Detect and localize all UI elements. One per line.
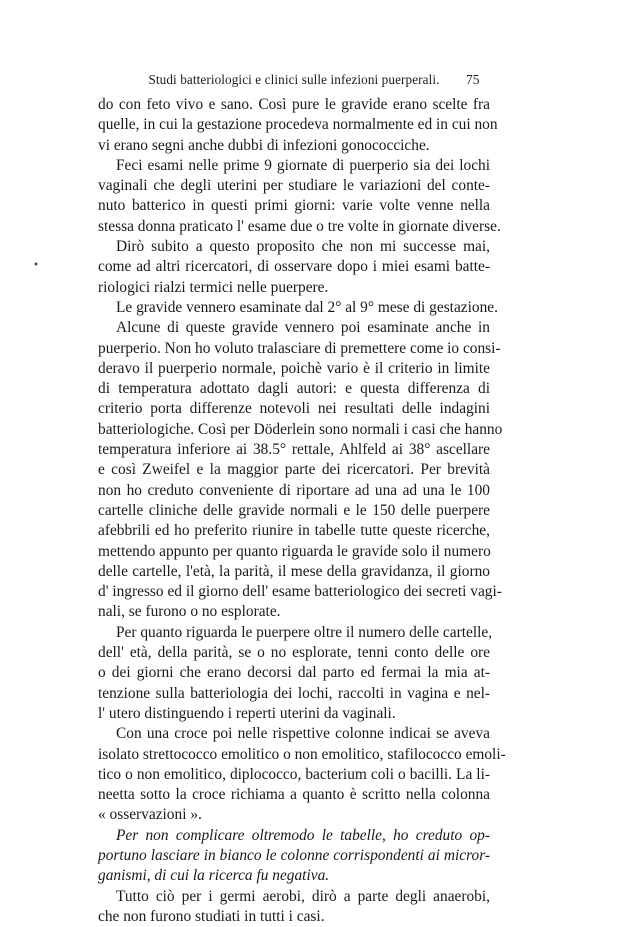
- margin-mark: •: [33, 260, 39, 271]
- text-line: vi erano segni anche dubbi di infezioni gonococciche.: [98, 136, 430, 154]
- italic-text-line: ganismi, di cui la ricerca fu negativa.: [98, 867, 330, 885]
- text-line: batteriologiche. Così per Döderlein sono normali i casi che hanno: [98, 420, 503, 438]
- text-line: quelle, in cui la gestazione procedeva normalmente ed in cui non: [98, 116, 498, 134]
- text-line: Alcune di queste gravide vennero poi esaminate anche in: [116, 319, 490, 337]
- text-line: puerperio. Non ho voluto tralasciare di premettere come io consi-: [98, 339, 501, 357]
- text-line: nuto batterico in questi primi giorni: varie volte venne nella: [98, 197, 490, 215]
- text-line: che non furono studiati in tutti i casi.: [98, 907, 325, 925]
- italic-text-line: Per non complicare oltremodo le tabelle, ho creduto op-: [116, 826, 490, 844]
- text-line: do con feto vivo e sano. Così pure le gravide erano scelte fra: [98, 96, 490, 113]
- text-line: stessa donna praticato l' esame due o tre volte in giornate diverse.: [98, 217, 501, 235]
- text-line: isolato strettococco emolitico o non emolitico, stafilococco emoli-: [98, 745, 506, 763]
- text-line: mettendo appunto per quanto riguarda le gravide solo il numero: [98, 542, 491, 560]
- text-line: d' ingresso ed il giorno dell' esame batteriologico dei secreti vagi-: [98, 583, 502, 601]
- text-line: non ho creduto conveniente di riportare ad una ad una le 100: [98, 481, 490, 499]
- page-number: 75: [466, 72, 480, 87]
- text-line: Tutto ciò per i germi aerobi, dirò a parte degli anaerobi,: [116, 887, 490, 905]
- text-line: di temperatura adottato dagli autori: e questa differenza di: [98, 380, 490, 398]
- text-line: delle cartelle, l'età, la parità, il mese della gravidanza, il giorno: [98, 562, 490, 580]
- text-line: tenzione sulla batteriologia dei lochi, raccolti in vagina e nel-: [98, 684, 490, 702]
- body-text: [98, 95, 506, 927]
- text-line: e così Zweifel e la maggior parte dei ricercatori. Per brevità: [98, 461, 490, 479]
- text-line: « osservazioni ».: [98, 806, 202, 824]
- text-line: cartelle cliniche delle gravide normali e le 150 delle puerpere: [98, 501, 490, 519]
- text-line: criterio porta differenze notevoli nei resultati delle indagini: [98, 400, 490, 418]
- text-line: Dirò subito a questo proposito che non mi successe mai,: [116, 238, 490, 256]
- text-line: deravo il puerperio normale, poichè vario è il criterio in limite: [98, 359, 490, 377]
- text-line: temperatura inferiore ai 38.5° rettale, Ahlfeld ai 38° ascellare: [98, 441, 490, 459]
- text-line: tico o non emolitico, diplococco, bacterium coli o bacilli. La li-: [98, 765, 490, 783]
- text-line: Feci esami nelle prime 9 giornate di puerperio sia dei lochi: [116, 156, 490, 174]
- running-title: Studi batteriologici e clinici sulle infezioni puerperali.: [148, 72, 440, 87]
- text-line: vaginali che degli uterini per studiare le variazioni del conte-: [98, 177, 490, 195]
- text-line: nali, se furono o no esplorate.: [98, 603, 281, 621]
- italic-text-line: portuno lasciare in bianco le colonne corrispondenti ai micror-: [98, 846, 490, 864]
- text-line: Per quanto riguarda le puerpere oltre il numero delle cartelle,: [116, 623, 493, 641]
- text-line: l' utero distinguendo i reperti uterini da vaginali.: [98, 704, 396, 722]
- text-line: riologici rialzi termici nelle puerpere.: [98, 278, 329, 296]
- text-line: o dei giorni che erano decorsi dal parto ed fermai la mia at-: [98, 664, 490, 682]
- text-line: dell' età, della parità, se o no esplorate, tenni conto delle ore: [98, 644, 490, 662]
- text-line: Con una croce poi nelle rispettive colonne indicai se aveva: [116, 725, 490, 743]
- text-line: afebbrili ed ho preferito riunire in tabelle tutte queste ricerche,: [98, 522, 490, 540]
- text-line: neetta sotto la croce richiama a quanto è scritto nella colonna: [98, 786, 490, 804]
- text-line: Le gravide vennero esaminate dal 2° al 9° mese di gestazione.: [116, 298, 498, 316]
- text-line: come ad altri ricercatori, di osservare dopo i miei esami batte-: [98, 258, 490, 276]
